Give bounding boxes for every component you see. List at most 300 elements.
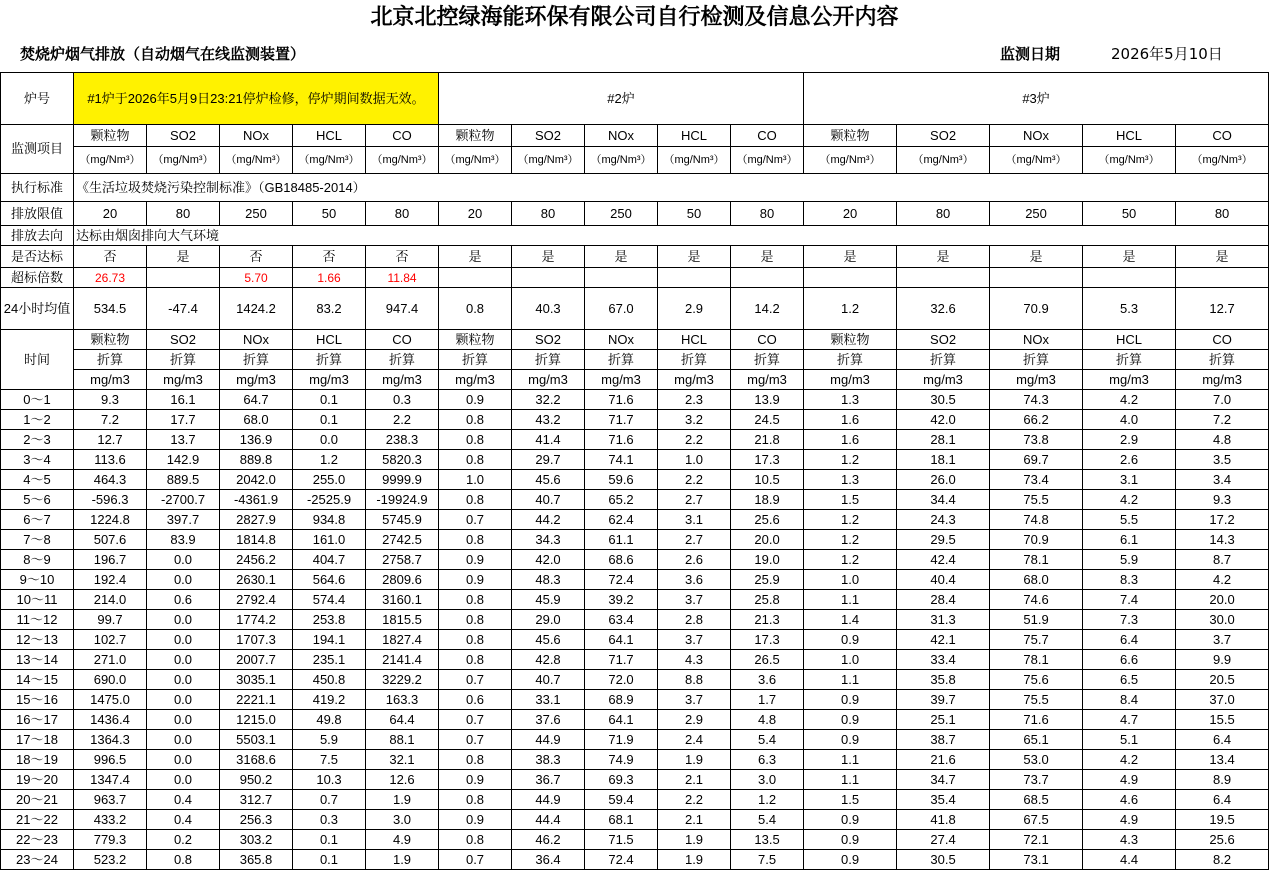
exceed-cell [731,268,804,288]
compliant-cell: 是 [439,246,512,268]
hourly-value: 889.5 [147,470,220,490]
hourly-value: 8.3 [1083,570,1176,590]
hourly-value: 5.4 [731,810,804,830]
hourly-value: 142.9 [147,450,220,470]
hourly-value: 59.6 [585,470,658,490]
hourly-value: 39.7 [897,690,990,710]
hourly-value: 9999.9 [366,470,439,490]
table-row [1,570,1269,590]
hourly-value: 1.6 [804,430,897,450]
hourly-value: 4.9 [1083,770,1176,790]
hourly-pollutant-name: 颗粒物 [74,330,147,350]
hourly-value: 2.2 [658,430,731,450]
hourly-value: 4.6 [1083,790,1176,810]
exceed-cell [439,268,512,288]
hourly-value: 0.0 [147,670,220,690]
hourly-value: 7.5 [731,850,804,870]
exceed-cell [147,268,220,288]
hourly-conv-label: 折算 [990,350,1083,370]
hourly-value: 303.2 [220,830,293,850]
hourly-value: 17.2 [1176,510,1269,530]
hourly-value: 0.8 [439,590,512,610]
hourly-value: 1.3 [804,390,897,410]
hourly-value: 73.1 [990,850,1083,870]
page-title: 北京北控绿海能环保有限公司自行检测及信息公开内容 [370,5,899,30]
exceed-cell: 5.70 [220,268,293,288]
hourly-value: 2.2 [366,410,439,430]
hourly-value: 61.1 [585,530,658,550]
unit-cell: （mg/Nm³） [804,147,897,174]
hourly-value: 3.7 [658,630,731,650]
hourly-conv-label: 折算 [74,350,147,370]
hourly-value: 419.2 [293,690,366,710]
hourly-unit-label: mg/m3 [293,370,366,390]
unit-cell: （mg/Nm³） [1083,147,1176,174]
hourly-value: 2456.2 [220,550,293,570]
table-row [1,730,1269,750]
hourly-value: 63.4 [585,610,658,630]
avg24-cell: 14.2 [731,288,804,330]
hourly-value: 1.1 [804,770,897,790]
table-row [1,710,1269,730]
avg24-cell: -47.4 [147,288,220,330]
hourly-value: 73.7 [990,770,1083,790]
hourly-value: 7.2 [74,410,147,430]
hourly-value: 0.0 [147,610,220,630]
hourly-value: 1224.8 [74,510,147,530]
hourly-value: 25.6 [1176,830,1269,850]
hourly-value: 12.7 [74,430,147,450]
unit-cell: （mg/Nm³） [512,147,585,174]
table-row [1,690,1269,710]
hourly-value: 32.1 [366,750,439,770]
hourly-value: 0.0 [147,690,220,710]
hourly-value: 2742.5 [366,530,439,550]
hourly-value: 8.9 [1176,770,1269,790]
hourly-value: 2827.9 [220,510,293,530]
hourly-value: 41.4 [512,430,585,450]
hourly-value: 42.0 [897,410,990,430]
hourly-value: 44.9 [512,790,585,810]
hourly-value: 2.1 [658,770,731,790]
hourly-value: 3.7 [1176,630,1269,650]
hourly-conv-label: 折算 [585,350,658,370]
hourly-value: 6.6 [1083,650,1176,670]
hourly-value: 0.8 [439,750,512,770]
exceed-cell [897,268,990,288]
table-row [1,430,1269,450]
hourly-value: 574.4 [293,590,366,610]
compliant-cell: 否 [366,246,439,268]
hourly-value: 0.1 [293,410,366,430]
exceed-cell [658,268,731,288]
hourly-value: 7.5 [293,750,366,770]
hourly-value: 4.7 [1083,710,1176,730]
hourly-conv-label: 折算 [731,350,804,370]
exceed-cell [585,268,658,288]
hourly-value: 24.3 [897,510,990,530]
hourly-value: 5.9 [293,730,366,750]
unit-cell: （mg/Nm³） [1176,147,1269,174]
hourly-value: 2.6 [658,550,731,570]
hourly-value: 1.2 [804,510,897,530]
hourly-value: -4361.9 [220,490,293,510]
hour-range: 14～15 [1,670,74,690]
avg24-cell: 2.9 [658,288,731,330]
furnace-2-header: #2炉 [439,73,804,125]
hourly-value: 37.0 [1176,690,1269,710]
hourly-value: 163.3 [366,690,439,710]
hourly-value: 67.5 [990,810,1083,830]
avg24-cell: 0.8 [439,288,512,330]
hourly-value: 26.0 [897,470,990,490]
hourly-value: 2007.7 [220,650,293,670]
hourly-value: 41.8 [897,810,990,830]
hourly-unit-label: mg/m3 [585,370,658,390]
hourly-value: 1.0 [658,450,731,470]
pollutant-name: 颗粒物 [439,125,512,147]
hourly-value: 0.9 [439,570,512,590]
unit-cell: （mg/Nm³） [439,147,512,174]
hourly-value: 64.7 [220,390,293,410]
hourly-value: 29.5 [897,530,990,550]
hourly-value: 0.4 [147,810,220,830]
hourly-value: 0.0 [147,570,220,590]
compliant-cell: 是 [731,246,804,268]
hourly-value: 25.1 [897,710,990,730]
hour-range: 15～16 [1,690,74,710]
hourly-value: 13.7 [147,430,220,450]
section-subtitle: 焚烧炉烟气排放（自动烟气在线监测装置） [20,45,306,63]
hourly-value: 10.5 [731,470,804,490]
table-row [1,510,1269,530]
hourly-value: 0.3 [293,810,366,830]
unit-cell: （mg/Nm³） [293,147,366,174]
hourly-pollutant-name: CO [1176,330,1269,350]
hourly-value: 15.5 [1176,710,1269,730]
hourly-value: 5.4 [731,730,804,750]
hourly-pollutant-name: HCL [293,330,366,350]
hourly-value: 2792.4 [220,590,293,610]
hourly-value: 1347.4 [74,770,147,790]
hourly-value: 1.6 [804,410,897,430]
pollutant-name: HCL [1083,125,1176,147]
hourly-value: 33.4 [897,650,990,670]
limit-cell: 80 [731,202,804,226]
hourly-conv-label: 折算 [804,350,897,370]
avg24-cell: 67.0 [585,288,658,330]
hourly-value: 404.7 [293,550,366,570]
avg24-row [1,288,1269,330]
hourly-value: 963.7 [74,790,147,810]
hourly-value: 3.1 [1083,470,1176,490]
hourly-value: 1.2 [804,530,897,550]
hourly-value: 3035.1 [220,670,293,690]
unit-row [1,147,1269,174]
avg24-cell: 534.5 [74,288,147,330]
limit-label: 排放限值 [1,202,74,226]
hourly-value: 1.2 [293,450,366,470]
hourly-value: 21.3 [731,610,804,630]
hourly-value: 4.9 [1083,810,1176,830]
unit-cell: （mg/Nm³） [658,147,731,174]
exceed-cell [804,268,897,288]
hour-range: 9～10 [1,570,74,590]
hourly-value: 2.9 [1083,430,1176,450]
hour-range: 13～14 [1,650,74,670]
hourly-value: 0.9 [804,690,897,710]
furnace-3-header: #3炉 [804,73,1269,125]
hour-range: 18～19 [1,750,74,770]
hourly-unit-label: mg/m3 [74,370,147,390]
hourly-conv-row [1,350,1269,370]
hourly-pollutant-name: CO [731,330,804,350]
hourly-value: 1.9 [658,850,731,870]
hourly-value: 1364.3 [74,730,147,750]
hourly-value: 3.7 [658,690,731,710]
hourly-value: 1475.0 [74,690,147,710]
unit-cell: （mg/Nm³） [74,147,147,174]
hourly-value: 74.1 [585,450,658,470]
compliant-cell: 是 [512,246,585,268]
hour-range: 2～3 [1,430,74,450]
hourly-value: 312.7 [220,790,293,810]
hourly-value: 71.5 [585,830,658,850]
hourly-value: 42.8 [512,650,585,670]
direction-value: 达标由烟囱排向大气环境 [74,226,1269,246]
hourly-pollutant-name: SO2 [512,330,585,350]
hourly-value: 99.7 [74,610,147,630]
hourly-value: 64.1 [585,630,658,650]
hourly-conv-label: 折算 [439,350,512,370]
hourly-value: 0.9 [439,550,512,570]
hourly-value: 2.7 [658,530,731,550]
hourly-value: 34.4 [897,490,990,510]
hourly-value: 21.6 [897,750,990,770]
pollutant-name: SO2 [147,125,220,147]
hourly-value: 71.7 [585,650,658,670]
hourly-value: 13.5 [731,830,804,850]
hourly-value: 523.2 [74,850,147,870]
pollutant-name: HCL [658,125,731,147]
hour-range: 16～17 [1,710,74,730]
table-row [1,610,1269,630]
hour-range: 0～1 [1,390,74,410]
limit-cell: 20 [804,202,897,226]
hourly-value: 8.4 [1083,690,1176,710]
hourly-value: 3168.6 [220,750,293,770]
exceed-cell [990,268,1083,288]
table-row [1,590,1269,610]
table-row [1,450,1269,470]
hourly-pollutant-name: 颗粒物 [804,330,897,350]
hourly-conv-label: 折算 [147,350,220,370]
exceed-label: 超标倍数 [1,268,74,288]
hourly-value: 1.1 [804,750,897,770]
hourly-value: 4.2 [1083,490,1176,510]
hourly-value: 1.0 [804,650,897,670]
hourly-value: 5.1 [1083,730,1176,750]
hour-range: 17～18 [1,730,74,750]
avg24-cell: 70.9 [990,288,1083,330]
hourly-value: 3.1 [658,510,731,530]
hourly-value: 8.7 [1176,550,1269,570]
hourly-value: 7.2 [1176,410,1269,430]
hourly-value: 0.6 [147,590,220,610]
hourly-value: 40.4 [897,570,990,590]
hourly-value: 42.0 [512,550,585,570]
exceed-cell: 1.66 [293,268,366,288]
hourly-value: 4.8 [1176,430,1269,450]
hour-range: 6～7 [1,510,74,530]
hourly-value: 690.0 [74,670,147,690]
hourly-value: 78.1 [990,550,1083,570]
hourly-conv-label: 折算 [220,350,293,370]
hour-range: 11～12 [1,610,74,630]
avg24-cell: 12.7 [1176,288,1269,330]
pollutant-name: CO [366,125,439,147]
hourly-value: 74.3 [990,390,1083,410]
hourly-value: 62.4 [585,510,658,530]
hourly-value: 73.8 [990,430,1083,450]
unit-cell: （mg/Nm³） [220,147,293,174]
table-row [1,630,1269,650]
hourly-value: 0.7 [439,850,512,870]
hourly-value: 29.0 [512,610,585,630]
hourly-value: 235.1 [293,650,366,670]
hourly-value: 71.7 [585,410,658,430]
hourly-value: 44.4 [512,810,585,830]
hourly-value: 161.0 [293,530,366,550]
limit-cell: 80 [366,202,439,226]
hourly-value: 78.1 [990,650,1083,670]
hourly-value: 1.2 [804,450,897,470]
hourly-value: 40.7 [512,490,585,510]
hourly-value: 0.0 [147,750,220,770]
hourly-value: 68.9 [585,690,658,710]
hourly-value: 0.9 [804,630,897,650]
hourly-value: 934.8 [293,510,366,530]
hourly-value: 0.2 [147,830,220,850]
hourly-value: 71.6 [990,710,1083,730]
hourly-value: 507.6 [74,530,147,550]
hourly-value: 7.4 [1083,590,1176,610]
hourly-value: 45.6 [512,470,585,490]
standard-label: 执行标准 [1,174,74,202]
hourly-unit-label: mg/m3 [1176,370,1269,390]
hour-range: 23～24 [1,850,74,870]
hourly-value: 51.9 [990,610,1083,630]
hourly-value: 3.5 [1176,450,1269,470]
hourly-conv-label: 折算 [366,350,439,370]
hourly-conv-label: 折算 [512,350,585,370]
hourly-value: 0.8 [147,850,220,870]
hourly-value: 0.8 [439,790,512,810]
hourly-value: 75.5 [990,690,1083,710]
hourly-value: 24.5 [731,410,804,430]
hourly-value: 0.9 [804,830,897,850]
compliant-row [1,246,1269,268]
compliant-cell: 是 [1176,246,1269,268]
table-row [1,830,1269,850]
exceed-cell [1083,268,1176,288]
hourly-value: 8.8 [658,670,731,690]
hourly-value: 3229.2 [366,670,439,690]
hourly-value: 0.0 [293,430,366,450]
hourly-value: 0.8 [439,650,512,670]
hourly-value: 1.9 [366,790,439,810]
hourly-value: 75.5 [990,490,1083,510]
compliant-cell: 否 [220,246,293,268]
hourly-value: 3.2 [658,410,731,430]
hourly-value: 0.7 [439,730,512,750]
limit-cell: 50 [1083,202,1176,226]
hourly-value: 27.4 [897,830,990,850]
time-label: 时间 [1,330,74,390]
hourly-value: 71.6 [585,390,658,410]
hourly-conv-label: 折算 [1083,350,1176,370]
hourly-value: 9.3 [1176,490,1269,510]
compliant-cell: 是 [897,246,990,268]
hourly-value: 0.8 [439,450,512,470]
hourly-value: 0.9 [804,730,897,750]
hourly-conv-label: 折算 [293,350,366,370]
hourly-value: 18.1 [897,450,990,470]
table-row [1,550,1269,570]
pollutant-name: NOx [220,125,293,147]
hourly-value: 6.4 [1176,790,1269,810]
table-row [1,750,1269,770]
table-row [1,410,1269,430]
monitor-date-label: 监测日期 [1000,45,1061,63]
limit-cell: 20 [439,202,512,226]
avg24-cell: 83.2 [293,288,366,330]
hourly-value: 13.4 [1176,750,1269,770]
hourly-value: 44.9 [512,730,585,750]
hourly-value: 35.8 [897,670,990,690]
hour-range: 22～23 [1,830,74,850]
hourly-value: 0.1 [293,850,366,870]
hourly-value: 70.9 [990,530,1083,550]
compliant-cell: 是 [1083,246,1176,268]
hourly-value: 43.2 [512,410,585,430]
hourly-value: 32.2 [512,390,585,410]
hourly-value: 0.3 [366,390,439,410]
exceed-cell: 11.84 [366,268,439,288]
hourly-value: 42.1 [897,630,990,650]
hourly-value: 0.0 [147,630,220,650]
hourly-value: 3.6 [658,570,731,590]
hourly-value: 26.5 [731,650,804,670]
table-row [1,790,1269,810]
hourly-value: 0.6 [439,690,512,710]
limit-cell: 20 [74,202,147,226]
hourly-value: 65.1 [990,730,1083,750]
hour-range: 10～11 [1,590,74,610]
hourly-value: 2221.1 [220,690,293,710]
hourly-value: 0.7 [439,710,512,730]
hourly-value: 136.9 [220,430,293,450]
avg24-cell: 5.3 [1083,288,1176,330]
hourly-value: -596.3 [74,490,147,510]
hourly-value: 4.4 [1083,850,1176,870]
hourly-value: 950.2 [220,770,293,790]
hourly-value: 450.8 [293,670,366,690]
hourly-pollutant-name: 颗粒物 [439,330,512,350]
hourly-value: 1.4 [804,610,897,630]
hourly-value: 2.2 [658,470,731,490]
hourly-value: 4.0 [1083,410,1176,430]
